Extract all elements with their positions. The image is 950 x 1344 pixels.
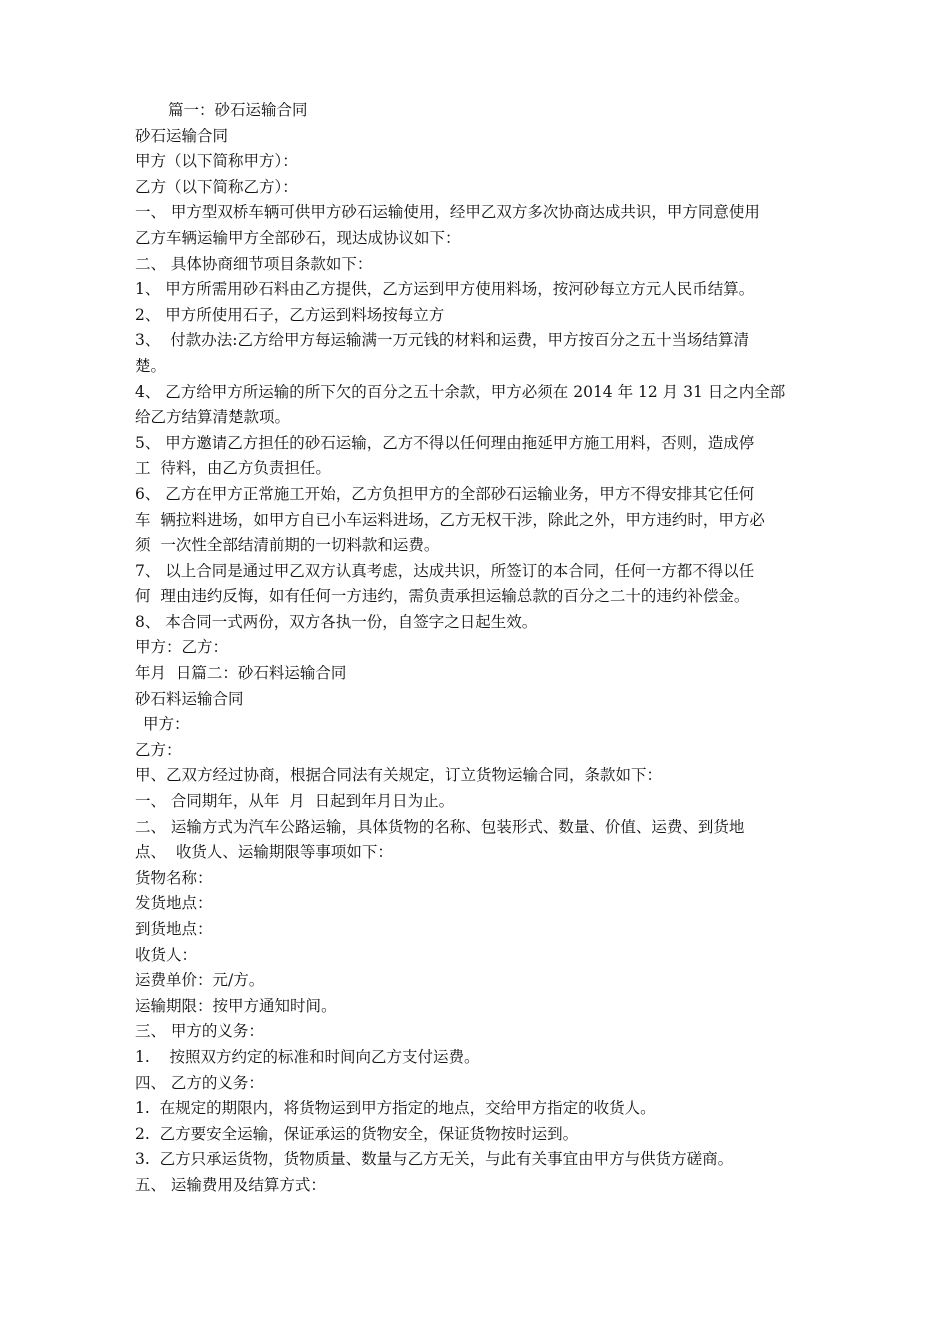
- doc-line: 何 理由违约反悔，如有任何一方违约，需负责承担运输总款的百分之二十的违约补偿金。: [135, 587, 750, 606]
- doc-line: 运输期限：按甲方通知时间。: [135, 996, 337, 1015]
- doc-line: 五、 运输费用及结算方式：: [135, 1175, 326, 1194]
- doc-line: 3. 乙方只承运货物，货物质量、数量与乙方无关，与此有关事宜由甲方与供货方磋商。: [135, 1150, 734, 1169]
- doc-line: 年月 日篇二：砂石料运输合同: [135, 664, 347, 683]
- doc-line: 1. 按照双方约定的标准和时间向乙方支付运费。: [135, 1047, 480, 1066]
- doc-line: 3、 付款办法:乙方给甲方每运输满一万元钱的材料和运费，甲方按百分之五十当场结算清: [135, 331, 749, 350]
- doc-line: 甲方（以下简称甲方）：: [135, 152, 298, 171]
- doc-line: 2、 甲方所使用石子，乙方运到料场按每立方: [135, 305, 445, 324]
- doc-line: 乙方（以下简称乙方）：: [135, 177, 298, 196]
- doc-line: 甲方：: [143, 715, 190, 734]
- doc-line: 二、 运输方式为汽车公路运输，具体货物的名称、包装形式、数量、价值、运费、到货地: [135, 817, 745, 836]
- doc-line: 发货地点：: [135, 894, 213, 913]
- doc-line: 到货地点：: [135, 920, 213, 938]
- doc-line: 5、 甲方邀请乙方担任的砂石运输，乙方不得以任何理由拖延甲方施工用料，否则，造成停: [135, 433, 755, 452]
- document-page: [135, 98, 825, 1199]
- doc-line: 1、 甲方所需用砂石料由乙方提供，乙方运到甲方使用料场，按河砂每立方元人民币结算。: [135, 280, 755, 299]
- doc-line: 甲方：乙方：: [135, 638, 229, 657]
- doc-line: 2. 乙方要安全运输，保证承运的货物安全，保证货物按时运到。: [135, 1124, 579, 1143]
- doc-line: 三、 甲方的义务：: [135, 1022, 264, 1041]
- doc-line: 车 辆拉料进场，如甲方自已小车运料进场，乙方无权干涉，除此之外，甲方违约时，甲方必: [135, 510, 765, 529]
- doc-line: 4、 乙方给甲方所运输的所下欠的百分之五十余款，甲方必须在 2014 年 12 月 31 日之内全部: [135, 382, 786, 401]
- doc-line: 7、 以上合同是通过甲乙双方认真考虑，达成共识，所签订的本合同，任何一方都不得以任: [135, 561, 755, 580]
- doc-line: 1. 在规定的期限内，将货物运到甲方指定的地点，交给甲方指定的收货人。: [135, 1099, 656, 1118]
- doc-line: 篇一：砂石运输合同: [168, 101, 308, 119]
- doc-line: 须 一次性全部结清前期的一切料款和运费。: [135, 536, 440, 555]
- doc-line: 工 待料，由乙方负责担任。: [135, 459, 331, 478]
- doc-line: 8、 本合同一式两份，双方各执一份，自签字之日起生效。: [135, 612, 538, 631]
- doc-line: 点、 收货人、运输期限等事项如下：: [135, 843, 393, 862]
- doc-line: 二、 具体协商细节项目条款如下：: [135, 254, 373, 273]
- doc-line: 6、 乙方在甲方正常施工开始，乙方负担甲方的全部砂石运输业务，甲方不得安排其它任何: [135, 484, 755, 503]
- doc-line: 乙方车辆运输甲方全部砂石，现达成协议如下：: [135, 228, 461, 247]
- doc-line: 给乙方结算清楚款项。: [135, 408, 291, 427]
- doc-line: 收货人：: [135, 945, 198, 964]
- doc-line: 一、 合同期年，从年 月 日起到年月日为止。: [135, 792, 455, 811]
- doc-line: 一、 甲方型双桥车辆可供甲方砂石运输使用，经甲乙双方多次协商达成共识，甲方同意使用: [135, 203, 760, 222]
- doc-line: 运费单价：元/方。: [135, 971, 265, 990]
- doc-line: 楚。: [135, 356, 167, 375]
- doc-line: 甲、乙双方经过协商，根据合同法有关规定，订立货物运输合同，条款如下：: [135, 766, 663, 785]
- doc-line: 乙方：: [135, 740, 182, 759]
- doc-line: 砂石运输合同: [135, 126, 229, 145]
- doc-line: 货物名称：: [135, 868, 213, 887]
- doc-line: 砂石料运输合同: [135, 689, 244, 708]
- doc-line: 四、 乙方的义务：: [135, 1073, 264, 1092]
